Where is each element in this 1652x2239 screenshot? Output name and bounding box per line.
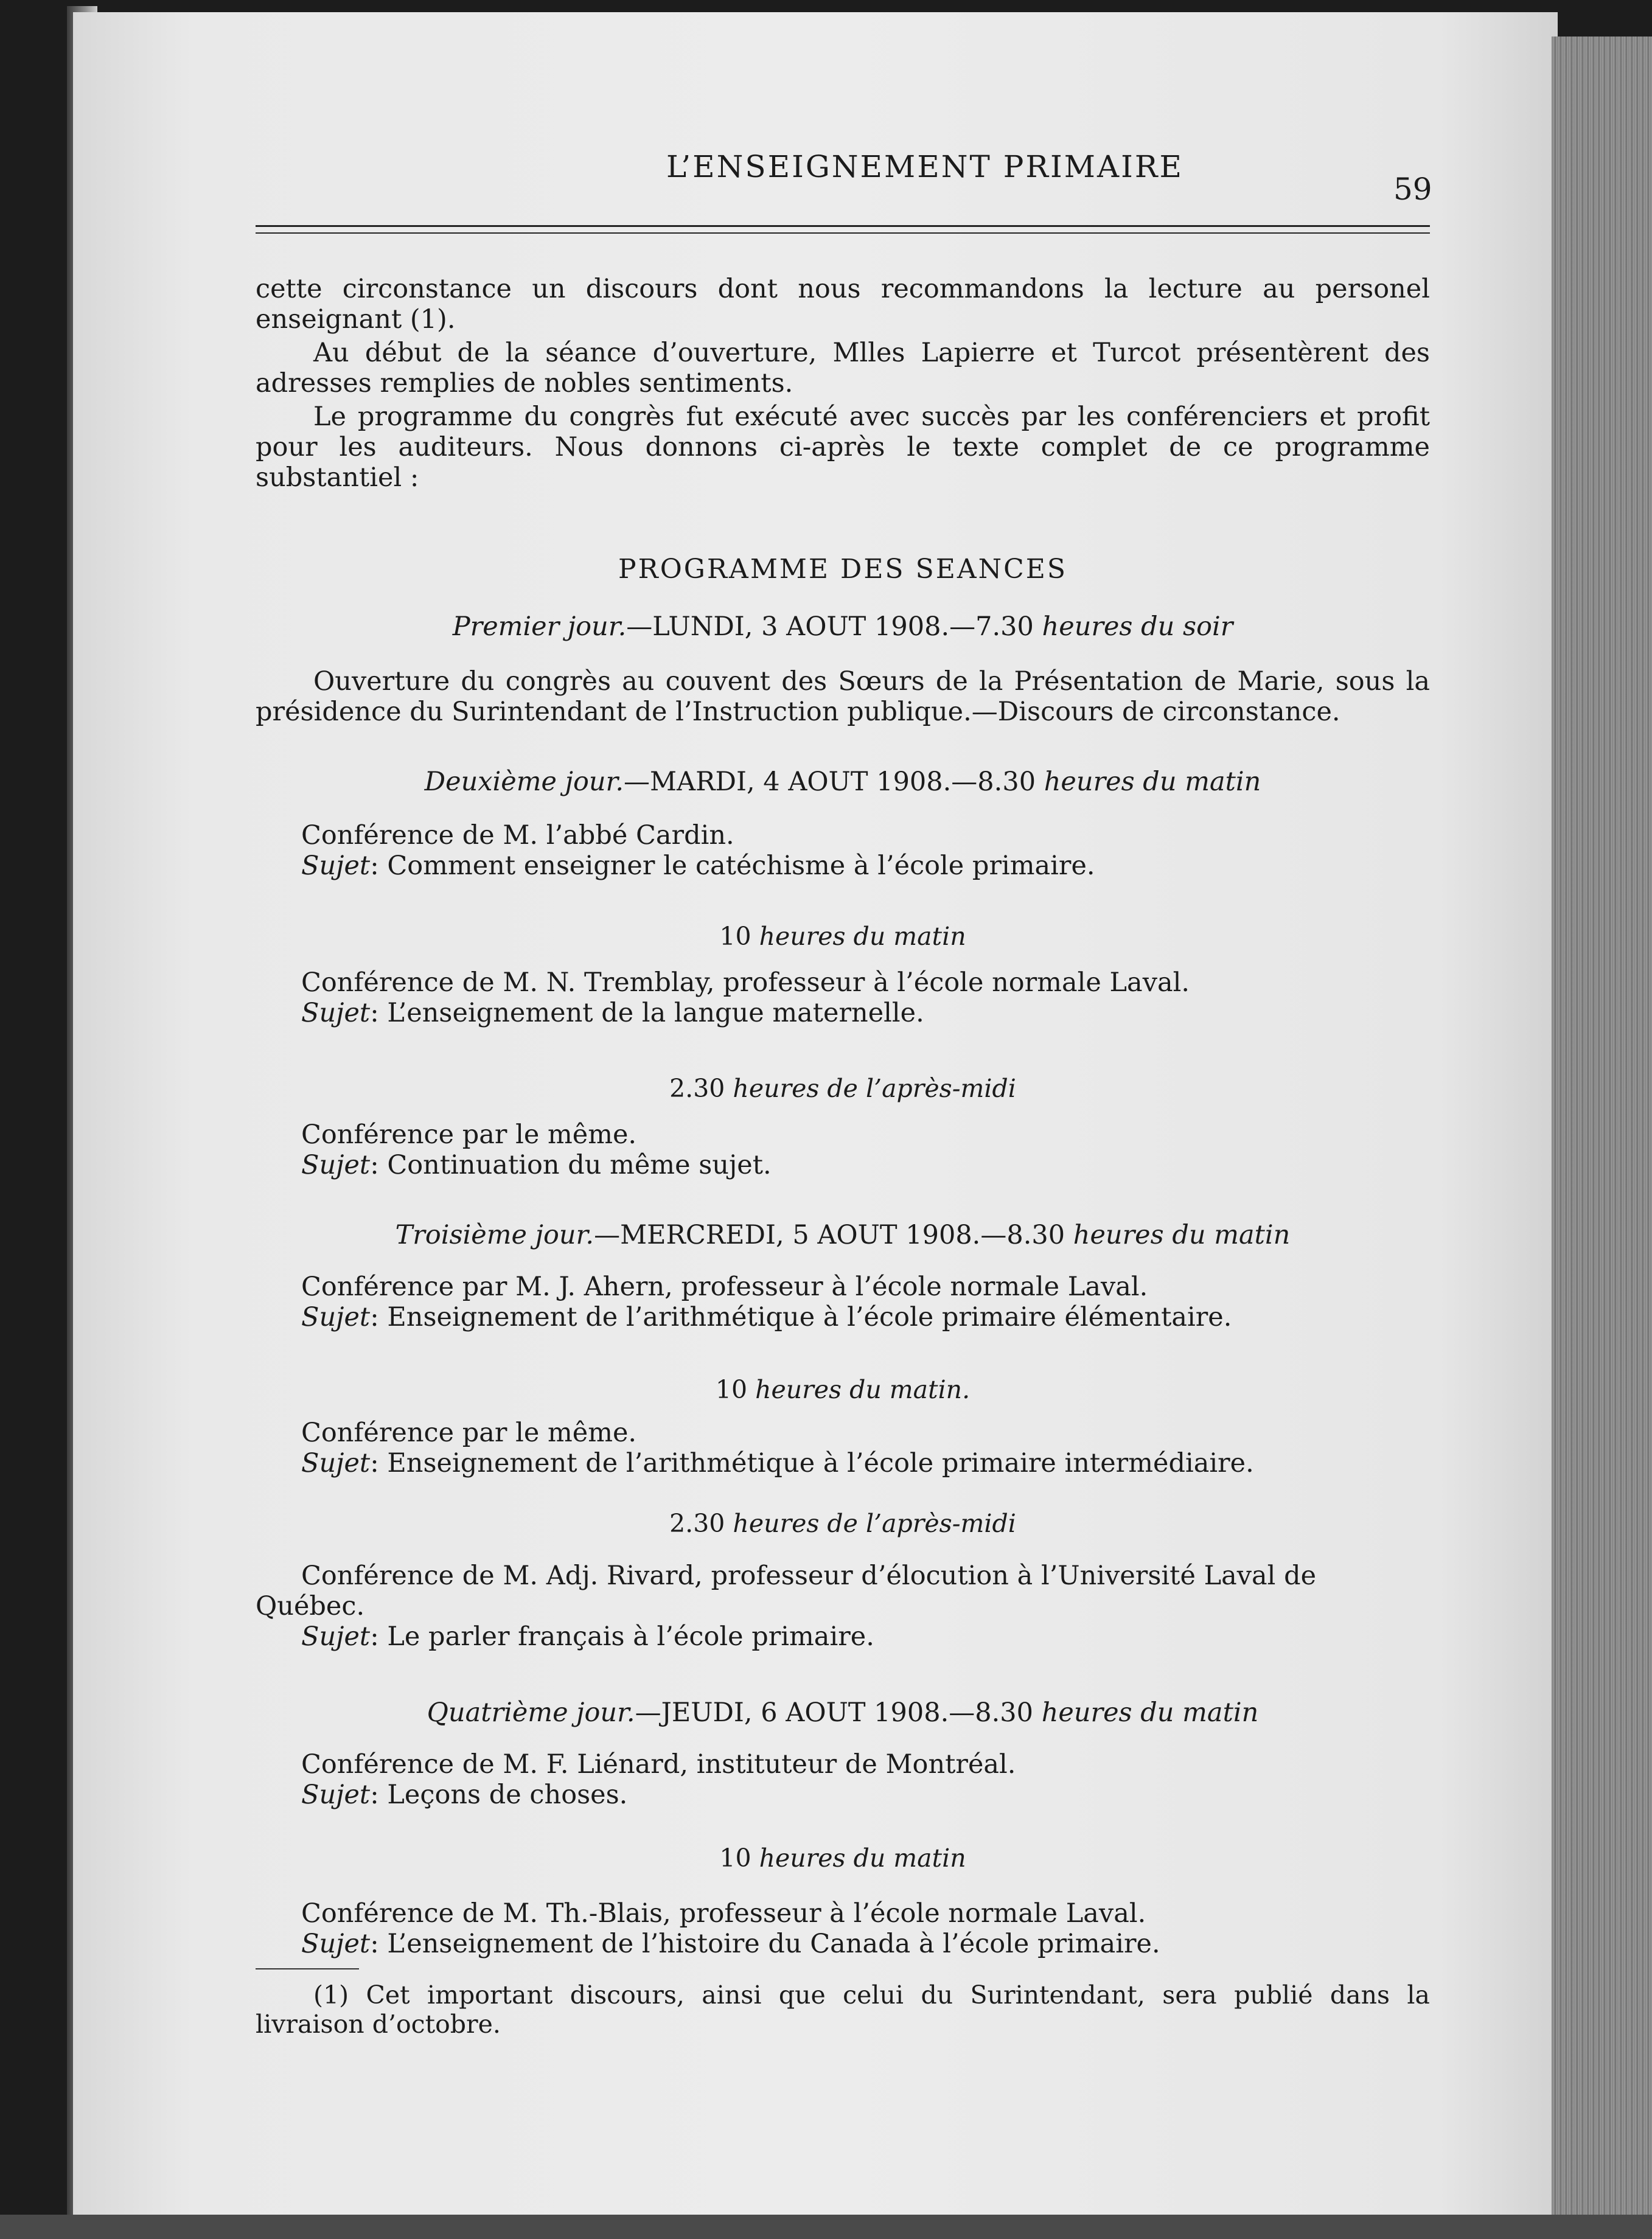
time-text: heures du matin: [751, 922, 966, 951]
time-text: heures de l’après-midi: [725, 1509, 1016, 1538]
time-number: 10: [719, 922, 751, 951]
session-entry: [256, 1749, 1430, 1810]
time-number: 2.30: [669, 1509, 725, 1538]
subject-label: Sujet: [301, 1929, 371, 1959]
time-heading: [256, 1375, 1430, 1404]
intro-paragraph-2: Au début de la séance d’ouverture, Mlles Lapierre et Turcot présentèrent des adresses remplies de nobles sentiments.: [256, 338, 1430, 399]
session-entry: [256, 820, 1430, 881]
time-heading: [256, 922, 1430, 951]
subject-label: Sujet: [301, 1780, 371, 1810]
time-number: 10: [719, 1844, 751, 1873]
subject-line: [256, 998, 1430, 1028]
day-label: Troisième jour.: [395, 1220, 594, 1250]
day-label: Deuxième jour.: [424, 767, 624, 797]
day-heading-2: [256, 767, 1430, 797]
subject-label: Sujet: [301, 1302, 371, 1332]
session-entry: [256, 1272, 1430, 1332]
subject-line: [256, 1780, 1430, 1810]
day-heading-4: [256, 1698, 1430, 1728]
day-label: Premier jour.: [452, 611, 627, 642]
subject-text: : L’enseignement de l’histoire du Canada à l’école primaire.: [370, 1929, 1160, 1959]
conference-line-continued: Québec.: [256, 1591, 365, 1621]
time-heading: [256, 1844, 1430, 1873]
subject-line: [256, 1929, 1430, 1959]
day-label: Quatrième jour.: [427, 1698, 635, 1728]
subject-text: : Enseignement de l’arithmétique à l’école primaire intermédiaire.: [370, 1448, 1254, 1478]
scan-bottom-border: [0, 2215, 1652, 2239]
day-heading-3: [256, 1220, 1430, 1250]
footnote-rule: [256, 1968, 359, 1969]
day-date: —JEUDI, 6 AOUT 1908.—8.30: [635, 1698, 1034, 1728]
header-rule-top: [256, 225, 1430, 227]
time-number: 10: [715, 1375, 748, 1404]
day1-opening-text: Ouverture du congrès au couvent des Sœurs de la Présentation de Marie, sous la présidence du Surintendant de l’Instruction publique.—Discours de circonstance.: [256, 666, 1430, 727]
subject-line: [256, 1150, 1430, 1180]
subject-line: [256, 1621, 1430, 1652]
time-number: 2.30: [669, 1074, 725, 1103]
conference-line: Conférence par le même.: [301, 1418, 637, 1448]
subject-label: Sujet: [301, 851, 371, 881]
conference-line: Conférence de M. N. Tremblay, professeur à l’école normale Laval.: [301, 967, 1190, 998]
intro-paragraph-1: cette circonstance un discours dont nous recommandons la lecture au personel enseignant (1).: [256, 274, 1430, 335]
day-time: heures du soir: [1033, 611, 1233, 642]
day-time: heures du matin: [1065, 1220, 1291, 1250]
subject-text: : Le parler français à l’école primaire.: [370, 1621, 874, 1652]
page-number: 59: [1393, 172, 1432, 207]
day-date: —MARDI, 4 AOUT 1908.—8.30: [624, 767, 1036, 797]
subject-label: Sujet: [301, 998, 371, 1028]
day-date: —MERCREDI, 5 AOUT 1908.—8.30: [594, 1220, 1065, 1250]
page-sheet: [73, 12, 1558, 2227]
time-text: heures du matin.: [747, 1375, 971, 1404]
time-heading: [256, 1509, 1430, 1538]
day-heading-1: [256, 611, 1430, 642]
intro-paragraph-3: Le programme du congrès fut exécuté avec succès par les conférenciers et profit pour les auditeurs. Nous donnons ci-après le texte complet de ce programme substantiel :: [256, 402, 1430, 493]
session-entry: [256, 1898, 1430, 1959]
subject-label: Sujet: [301, 1448, 371, 1478]
time-text: heures du matin: [751, 1844, 966, 1873]
subject-text: : Enseignement de l’arithmétique à l’école primaire élémentaire.: [370, 1302, 1232, 1332]
header-rule-bottom: [256, 232, 1430, 234]
subject-label: Sujet: [301, 1150, 371, 1180]
time-text: heures de l’après-midi: [725, 1074, 1016, 1103]
programme-title: PROGRAMME DES SEANCES: [618, 554, 1068, 585]
session-entry: [256, 1120, 1430, 1180]
subject-text: : L’enseignement de la langue maternelle.: [370, 998, 924, 1028]
subject-text: : Continuation du même sujet.: [370, 1150, 772, 1180]
subject-label: Sujet: [301, 1621, 371, 1652]
subject-line: [256, 1302, 1430, 1332]
conference-line: Conférence de M. Th.-Blais, professeur à l’école normale Laval.: [301, 1898, 1146, 1929]
conference-line: Conférence par le même.: [301, 1120, 637, 1150]
subject-line: [256, 851, 1430, 881]
conference-line: Conférence de M. l’abbé Cardin.: [301, 820, 734, 851]
conference-line: Conférence de M. Adj. Rivard, professeur d’élocution à l’Université Laval de: [301, 1561, 1317, 1591]
book-spine-edge: [1552, 37, 1652, 2239]
conference-line: Conférence de M. F. Liénard, instituteur de Montréal.: [301, 1749, 1016, 1780]
time-heading: [256, 1074, 1430, 1103]
session-entry: [256, 1561, 1430, 1652]
conference-line: Conférence par M. J. Ahern, professeur à l’école normale Laval.: [301, 1272, 1148, 1302]
day-date: —LUNDI, 3 AOUT 1908.—7.30: [626, 611, 1034, 642]
day-time: heures du matin: [1033, 1698, 1259, 1728]
subject-text: : Comment enseigner le catéchisme à l’école primaire.: [370, 851, 1095, 881]
session-entry: [256, 967, 1430, 1028]
footnote: (1) Cet important discours, ainsi que celui du Surintendant, sera publié dans la livraison d’octobre.: [256, 1980, 1430, 2039]
day-time: heures du matin: [1036, 767, 1261, 797]
session-entry: [256, 1418, 1430, 1478]
subject-line: [256, 1448, 1430, 1478]
running-title: L’ENSEIGNEMENT PRIMAIRE: [666, 149, 1183, 184]
subject-text: : Leçons de choses.: [370, 1780, 628, 1810]
